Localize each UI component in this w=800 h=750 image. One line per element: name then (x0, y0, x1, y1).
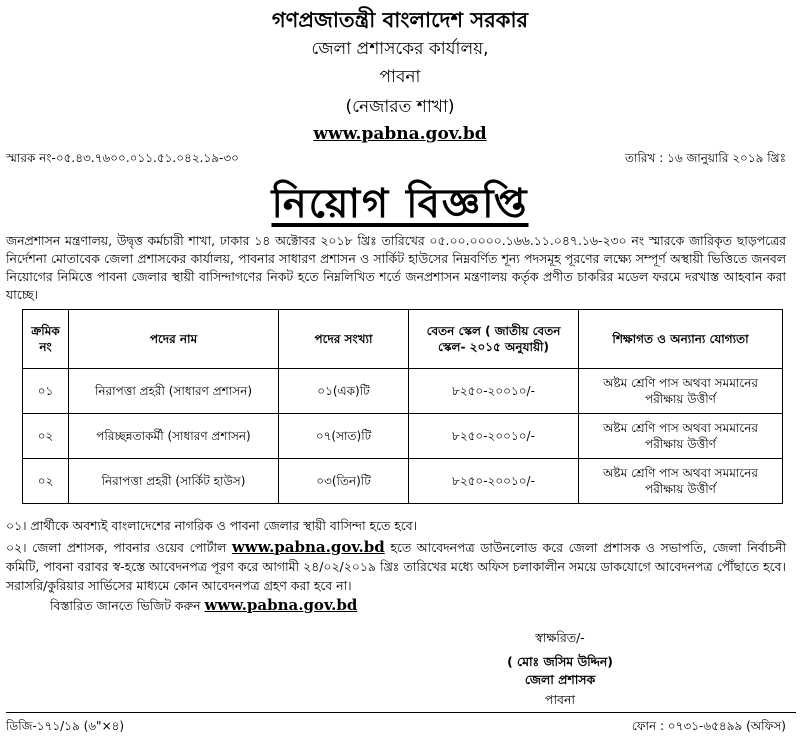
notice-title: নিয়োগ বিজ্ঞপ্তি (271, 181, 529, 227)
district-name: পাবনা (379, 67, 421, 87)
cell-count: ০১(এক)টি (279, 369, 409, 414)
signatory-name: ( মোঃ জসিম উদ্দিন) (507, 654, 613, 669)
memo-number: স্মারক নং-০৫.৪৩.৭৬০০.০১১.৫১.০৪২.১৯-৩০ (6, 151, 239, 165)
cell-post: নিরাপত্তা প্রহরী (সার্কিট হাউস) (69, 459, 279, 504)
cell-count: ০৩(তিন)টি (279, 459, 409, 504)
signatory-title: জেলা প্রশাসক (524, 672, 596, 687)
condition-2 (6, 538, 786, 595)
signature-signed: স্বাক্ষরিত/- (535, 630, 585, 645)
vacancy-table (22, 309, 783, 504)
header-serial: ক্রমিক নং (23, 310, 69, 369)
cell-pay: ৮২৫০-২০০১০/- (409, 369, 579, 414)
cell-serial: ০২ (23, 414, 69, 459)
cell-post: নিরাপত্তা প্রহরী (সাধারণ প্রশাসন) (69, 369, 279, 414)
portal-link[interactable]: www.pabna.gov.bd (231, 538, 385, 556)
cell-post: পরিচ্ছন্নতাকর্মী (সাধারণ প্রশাসন) (69, 414, 279, 459)
header-qualification: শিক্ষাগত ও অন্যান্য যোগ্যতা (579, 310, 783, 369)
notice-date: তারিখ : ১৬ জানুয়ারি ২০১৯ খ্রিঃ (625, 151, 786, 165)
cell-count: ০৭(সাত)টি (279, 414, 409, 459)
table-row (23, 459, 783, 504)
cell-qualification: অষ্টম শ্রেণি পাস অথবা সমমানের পরীক্ষায় উত্তীর্ণ (579, 459, 783, 504)
header-pay: বেতন স্কেল ( জাতীয় বেতন স্কেল- ২০১৫ অনুযায়ী) (409, 310, 579, 369)
header-post: পদের নাম (69, 310, 279, 369)
branch-name: (নেজারত শাখা) (345, 97, 455, 117)
footer-divider (6, 712, 796, 713)
office-name: জেলা প্রশাসকের কার্যালয়, (311, 39, 489, 59)
cell-pay: ৮২৫০-২০০১০/- (409, 414, 579, 459)
table-row (23, 414, 783, 459)
condition-2-prefix: ০২। জেলা প্রশাসক, পাবনার ওয়েব পোর্টাল (6, 540, 227, 555)
cell-serial: ০২ (23, 459, 69, 504)
visit-link[interactable]: www.pabna.gov.bd (204, 596, 358, 614)
intro-paragraph: জনপ্রশাসন মন্ত্রণালয়, উদ্বৃত্ত কর্মচারী শাখা, ঢাকার ১৪ অক্টোবর ২০১৮ খ্রিঃ তারিখের ০৫.০০.০০০০.১৬৬.১১.০৪৭.১৬-২৩০ নং স্মারকে জারিকৃত ছাড়পত্রের নির্দেশনা মোতাবেক জেলা প্রশাসকের কার্যালয়, পাবনার সাধারণ প্রশাসন ও সার্কিট হাউসের নিম্নবর্ণিত শূন্য পদসমূহ পূরণের লক্ষ্যে সম্পূর্ণ অস্থায়ী ভিত্তিতে জনবল নিয়োগের নিমিত্তে পাবনা জেলার স্থায়ী বাসিন্দাগণের নিকট হতে নিম্নলিখিত শর্তে জনপ্রশাসন মন্ত্রণালয় কর্তৃক প্রণীত চাকরির মডেল ফরমে দরখাস্ত আহবান করা যাচ্ছে। (6, 233, 786, 302)
condition-2-text: হতে আবেদনপত্র ডাউনলোড করে জেলা প্রশাসক ও সভাপতি, জেলা নির্বাচনী কমিটি, পাবনা বরাবর স্ব-হস্তে আবেদনপত্র পূরণ করে আগামী ২৪/০২/২০১৯ খ্রিঃ তারিখের মধ্যে অফিস চলাকালীন সময়ে ডাকযোগে আবেদনপত্র পৌঁছাতে হবে। সরাসরি/কুরিয়ার সার্ভিসের মাধ্যমে কোন আবেদনপত্র গ্রহণ করা হবে না। (6, 540, 786, 593)
cell-pay: ৮২৫০-২০০১০/- (409, 459, 579, 504)
header-count: পদের সংখ্যা (279, 310, 409, 369)
visit-line (50, 596, 770, 615)
cell-qualification: অষ্টম শ্রেণি পাস অথবা সমমানের পরীক্ষায় উত্তীর্ণ (579, 369, 783, 414)
table-header-row (23, 310, 783, 369)
visit-prefix: বিস্তারিত জানতে ভিজিট করুন (50, 598, 201, 613)
cell-qualification: অষ্টম শ্রেণি পাস অথবা সমমানের পরীক্ষায় উত্তীর্ণ (579, 414, 783, 459)
condition-1: ০১। প্রার্থীকে অবশ্যই বাংলাদেশের নাগরিক ও পাবনা জেলার স্থায়ী বাসিন্দা হতে হবে। (6, 518, 418, 533)
govt-title: গণপ্রজাতন্ত্রী বাংলাদেশ সরকার (271, 8, 529, 32)
office-phone: ফোন : ০৭৩১-৬৫৪৯৯ (অফিস) (631, 719, 786, 733)
table-row (23, 369, 783, 414)
header-website: www.pabna.gov.bd (313, 124, 487, 144)
signatory-place: পাবনা (545, 692, 575, 707)
publication-code: ডিজি-১৭১/১৯ (৬"×৪) (6, 719, 125, 733)
cell-serial: ০১ (23, 369, 69, 414)
